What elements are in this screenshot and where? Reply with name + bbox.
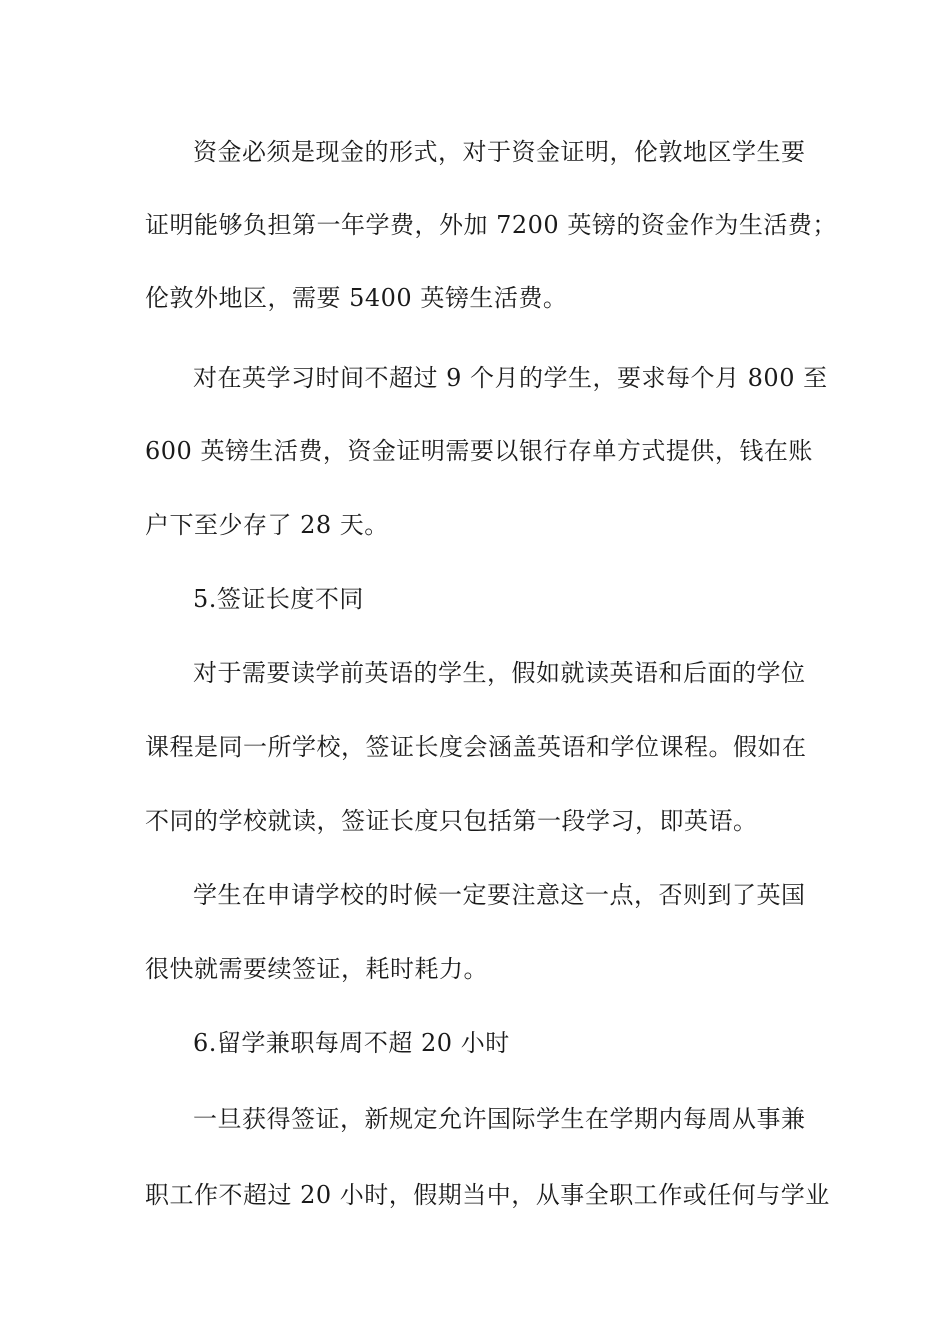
- paragraph-line: 课程是同一所学校，签证长度会涵盖英语和学位课程。假如在: [145, 733, 807, 761]
- paragraph-line: 对在英学习时间不超过 9 个月的学生，要求每个月 800 至: [193, 364, 828, 392]
- paragraph-line: 职工作不超过 20 小时，假期当中，从事全职工作或任何与学业: [145, 1181, 830, 1209]
- section-heading: 6.留学兼职每周不超 20 小时: [193, 1029, 510, 1057]
- paragraph-line: 不同的学校就读，签证长度只包括第一段学习，即英语。: [145, 807, 758, 835]
- paragraph-line: 户下至少存了 28 天。: [145, 511, 389, 539]
- section-heading: 5.签证长度不同: [193, 585, 364, 613]
- paragraph-line: 对于需要读学前英语的学生，假如就读英语和后面的学位: [193, 659, 806, 687]
- paragraph-line: 一旦获得签证，新规定允许国际学生在学期内每周从事兼: [193, 1105, 806, 1133]
- paragraph-line: 证明能够负担第一年学费，外加 7200 英镑的资金作为生活费；: [145, 211, 837, 239]
- paragraph-line: 伦敦外地区，需要 5400 英镑生活费。: [145, 284, 568, 312]
- paragraph-line: 学生在申请学校的时候一定要注意这一点，否则到了英国: [193, 881, 806, 909]
- paragraph-line: 资金必须是现金的形式，对于资金证明，伦敦地区学生要: [193, 138, 806, 166]
- paragraph-line: 600 英镑生活费，资金证明需要以银行存单方式提供，钱在账: [145, 437, 813, 465]
- paragraph-line: 很快就需要续签证，耗时耗力。: [145, 955, 488, 983]
